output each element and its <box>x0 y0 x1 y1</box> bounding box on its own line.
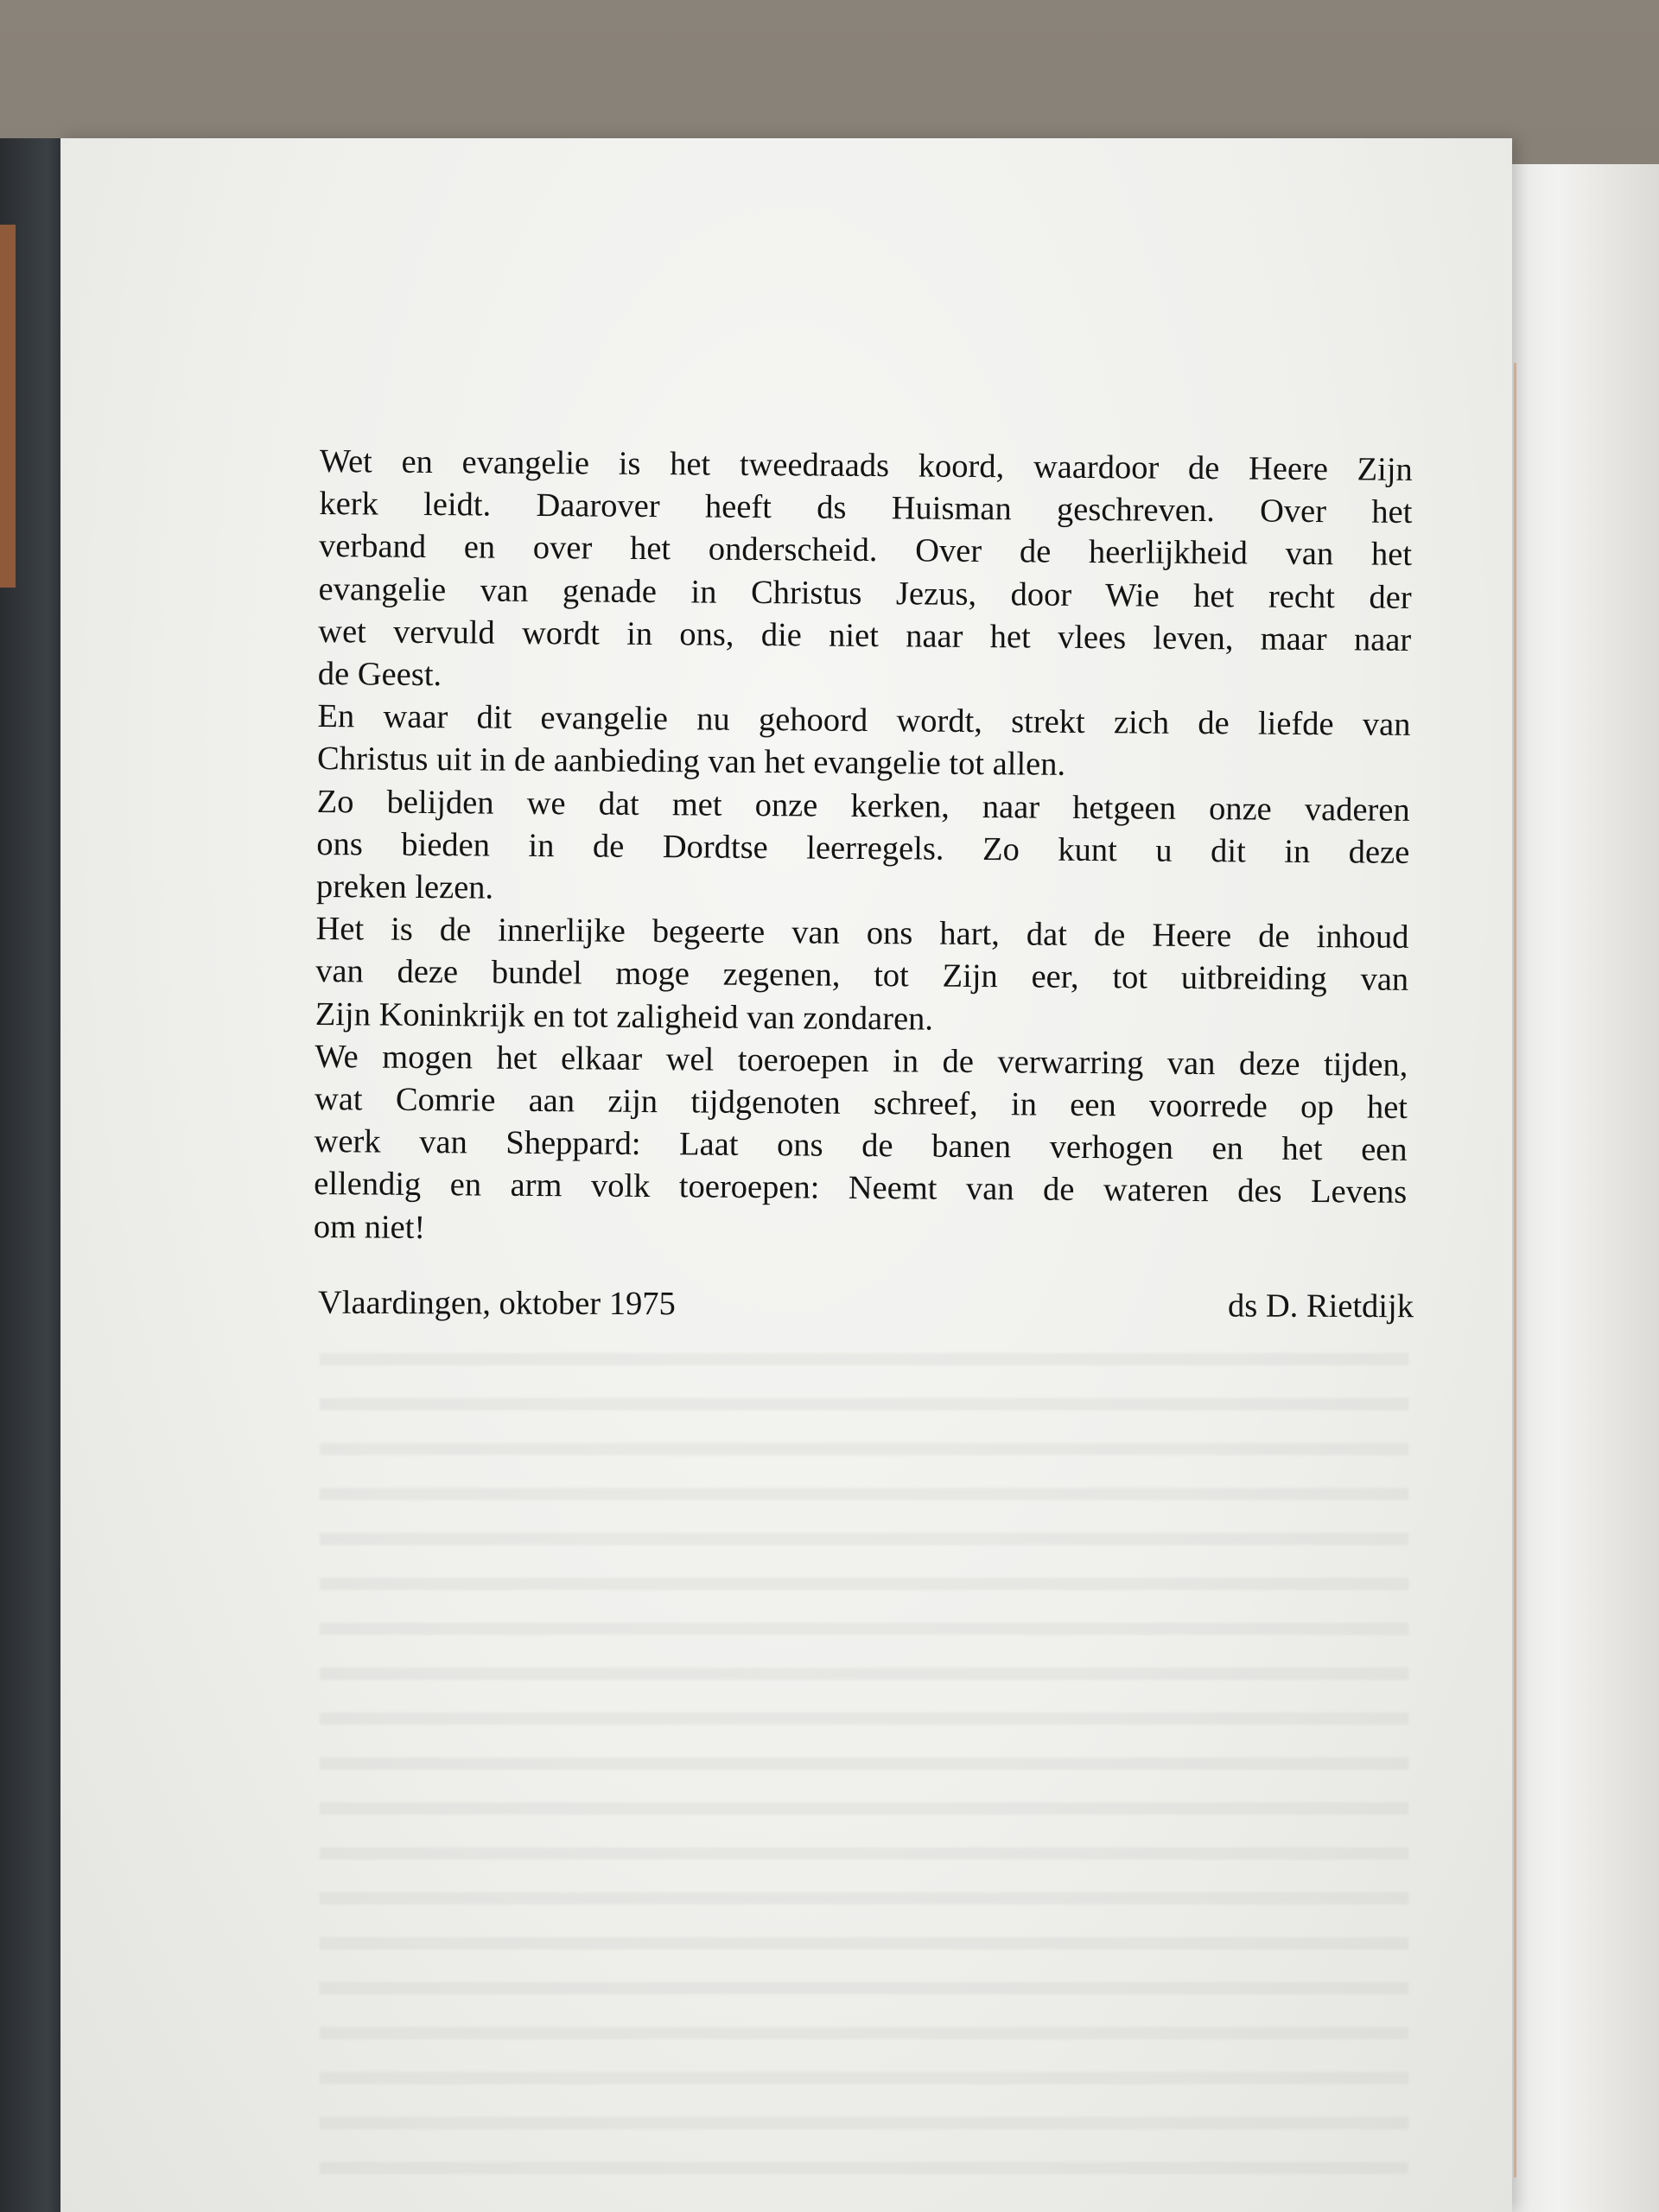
text-line: om niet! <box>313 1208 426 1246</box>
text-line: verband en over het onderscheid. Over de heerlijkheid van het <box>318 528 1413 574</box>
preface-text <box>314 441 1413 1257</box>
text-line: We mogen het elkaar wel toeroepen in de verwarring van deze tijden, <box>315 1038 1408 1084</box>
text-line: Het is de innerlijke begeerte van ons hart, dat de Heere de inhoud <box>315 911 1409 957</box>
cover-edge <box>0 225 16 588</box>
text-line: de Geest. <box>317 656 442 694</box>
text-line: van deze bundel moge zegenen, tot Zijn eer, tot uitbreiding van <box>315 953 1409 999</box>
show-through-text <box>320 1331 1408 2195</box>
text-line: werk van Sheppard: Laat ons de banen verhogen en het een <box>314 1123 1408 1169</box>
signature-row <box>318 1284 1414 1325</box>
text-line: En waar dit evangelie nu gehoord wordt, strekt zich de liefde van <box>317 698 1411 744</box>
text-line: ellendig en arm volk toeroepen: Neemt van de wateren des Levens <box>314 1166 1408 1211</box>
author-name: ds D. Rietdijk <box>1227 1287 1414 1325</box>
text-line: ons bieden in de Dordtse leerregels. Zo kunt u dit in deze <box>316 825 1410 871</box>
text-line: Zo belijden we dat met onze kerken, naar hetgeen onze vaderen <box>316 783 1410 829</box>
text-line: preken lezen. <box>315 868 494 906</box>
page-stack-edge <box>1514 363 1516 2177</box>
text-line: Wet en evangelie is het tweedraads koord, waardoor de Heere Zijn <box>319 442 1413 488</box>
text-line: Zijn Koninkrijk en tot zaligheid van zondaren. <box>315 995 934 1038</box>
text-line: kerk leidt. Daarover heeft ds Huisman geschreven. Over het <box>319 486 1413 531</box>
text-line: wet vervuld wordt in ons, die niet naar het vlees leven, maar naar <box>318 613 1412 658</box>
place-date: Vlaardingen, oktober 1975 <box>317 1284 676 1323</box>
text-line: Christus uit in de aanbieding van het evangelie tot allen. <box>316 741 1066 784</box>
page-stack <box>1486 164 1659 2212</box>
text-line: evangelie van genade in Christus Jezus, door Wie het recht der <box>318 570 1412 616</box>
text-line: wat Comrie aan zijn tijdgenoten schreef, in een voorrede op het <box>314 1081 1408 1126</box>
book-page <box>60 138 1512 2212</box>
